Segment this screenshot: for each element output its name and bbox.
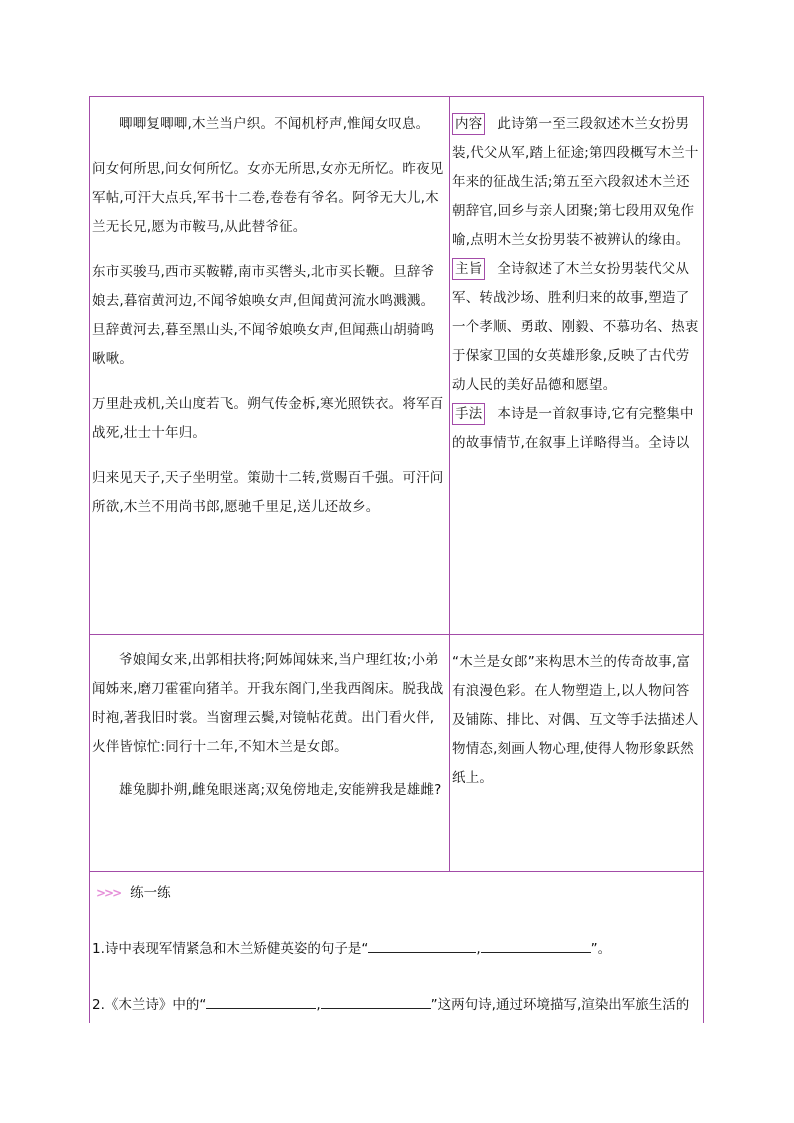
arrows-icon: >>> — [96, 886, 121, 900]
notes-cell — [452, 110, 700, 458]
poem-cell — [92, 110, 444, 538]
method-text: 本诗是一首叙事诗,它有完整集中的故事情节,在叙事上详略得当。全诗以 — [452, 406, 694, 451]
exercise-header — [96, 882, 171, 904]
answer-blank[interactable] — [368, 938, 476, 953]
poem-paragraph: 归来见天子,天子坐明堂。策勋十二转,赏赐百千强。可汗问所欲,木兰不用尚书郎,愿驰千里足,送儿还故乡。 — [92, 470, 444, 515]
poem-cell-continued — [92, 646, 444, 805]
question-text: ”这两句诗,通过环境描写,渲染出军旅生活的 — [430, 997, 690, 1013]
question-text: 1.诗中表现军情紧急和木兰矫健英姿的句子是“ — [92, 941, 369, 957]
theme-note — [452, 255, 700, 400]
content-note — [452, 110, 700, 255]
answer-blank[interactable] — [321, 994, 431, 1009]
question-text: , — [476, 941, 481, 957]
content-tag: 内容 — [452, 113, 485, 135]
exercise-title: 练一练 — [130, 885, 171, 901]
answer-blank[interactable] — [481, 938, 591, 953]
method-text-continued: “木兰是女郎”来构思木兰的传奇故事,富有浪漫色彩。在人物塑造上,以人物问答及铺陈、排比、对偶、互文等手法描述人物情态,刻画人物心理,使得人物形象跃然纸上。 — [452, 654, 699, 786]
question-2 — [92, 994, 689, 1016]
method-note — [452, 400, 700, 458]
column-divider — [449, 96, 450, 871]
poem-paragraph: 问女何所思,问女何所忆。女亦无所思,女亦无所忆。昨夜见军帖,可汗大点兵,军书十二卷,卷卷有爷名。阿爷无大儿,木兰无长兄,愿为市鞍马,从此替爷征。 — [92, 161, 444, 235]
poem-paragraph: 唧唧复唧唧,木兰当户织。不闻机杼声,惟闻女叹息。 — [119, 116, 430, 132]
question-1 — [92, 938, 611, 960]
poem-paragraph: 万里赴戎机,关山度若飞。朔气传金柝,寒光照铁衣。将军百战死,壮士十年归。 — [92, 396, 444, 441]
method-tag: 手法 — [452, 403, 485, 425]
answer-blank[interactable] — [206, 994, 316, 1009]
question-text: ”。 — [590, 941, 612, 957]
poem-paragraph: 东市买骏马,西市买鞍鞯,南市买辔头,北市买长鞭。旦辞爷娘去,暮宿黄河边,不闻爷娘唤女声,但闻黄河流水鸣溅溅。旦辞黄河去,暮至黑山头,不闻爷娘唤女声,但闻燕山胡骑鸣啾啾。 — [92, 264, 435, 367]
notes-cell-continued — [452, 648, 700, 793]
question-text: , — [316, 997, 321, 1013]
theme-text: 全诗叙述了木兰女扮男装代父从军、转战沙场、胜利归来的故事,塑造了一个孝顺、勇敢、刚毅、不慕功名、热衷于保家卫国的女英雄形象,反映了古代劳动人民的美好品德和愿望。 — [452, 261, 699, 393]
row-divider — [89, 634, 704, 635]
content-text: 此诗第一至三段叙述木兰女扮男装,代父从军,踏上征途;第四段概写木兰十年来的征战生活;第五至六段叙述木兰还朝辞官,回乡与亲人团聚;第七段用双兔作喻,点明木兰女扮男装不被辨认的缘由。 — [452, 116, 699, 248]
poem-paragraph: 雄兔脚扑朔,雌兔眼迷离;双兔傍地走,安能辨我是雄雌? — [119, 782, 442, 798]
row-divider — [89, 871, 704, 872]
question-text: 2.《木兰诗》中的“ — [92, 997, 207, 1013]
poem-paragraph: 爷娘闻女来,出郭相扶将;阿姊闻妹来,当户理红妆;小弟闻姊来,磨刀霍霍向猪羊。开我东阁门,坐我西阁床。脱我战时袍,著我旧时裳。当窗理云鬓,对镜帖花黄。出门看火伴,火伴皆惊忙:同行十二年,不知木兰是女郎。 — [92, 652, 444, 755]
theme-tag: 主旨 — [452, 258, 485, 280]
